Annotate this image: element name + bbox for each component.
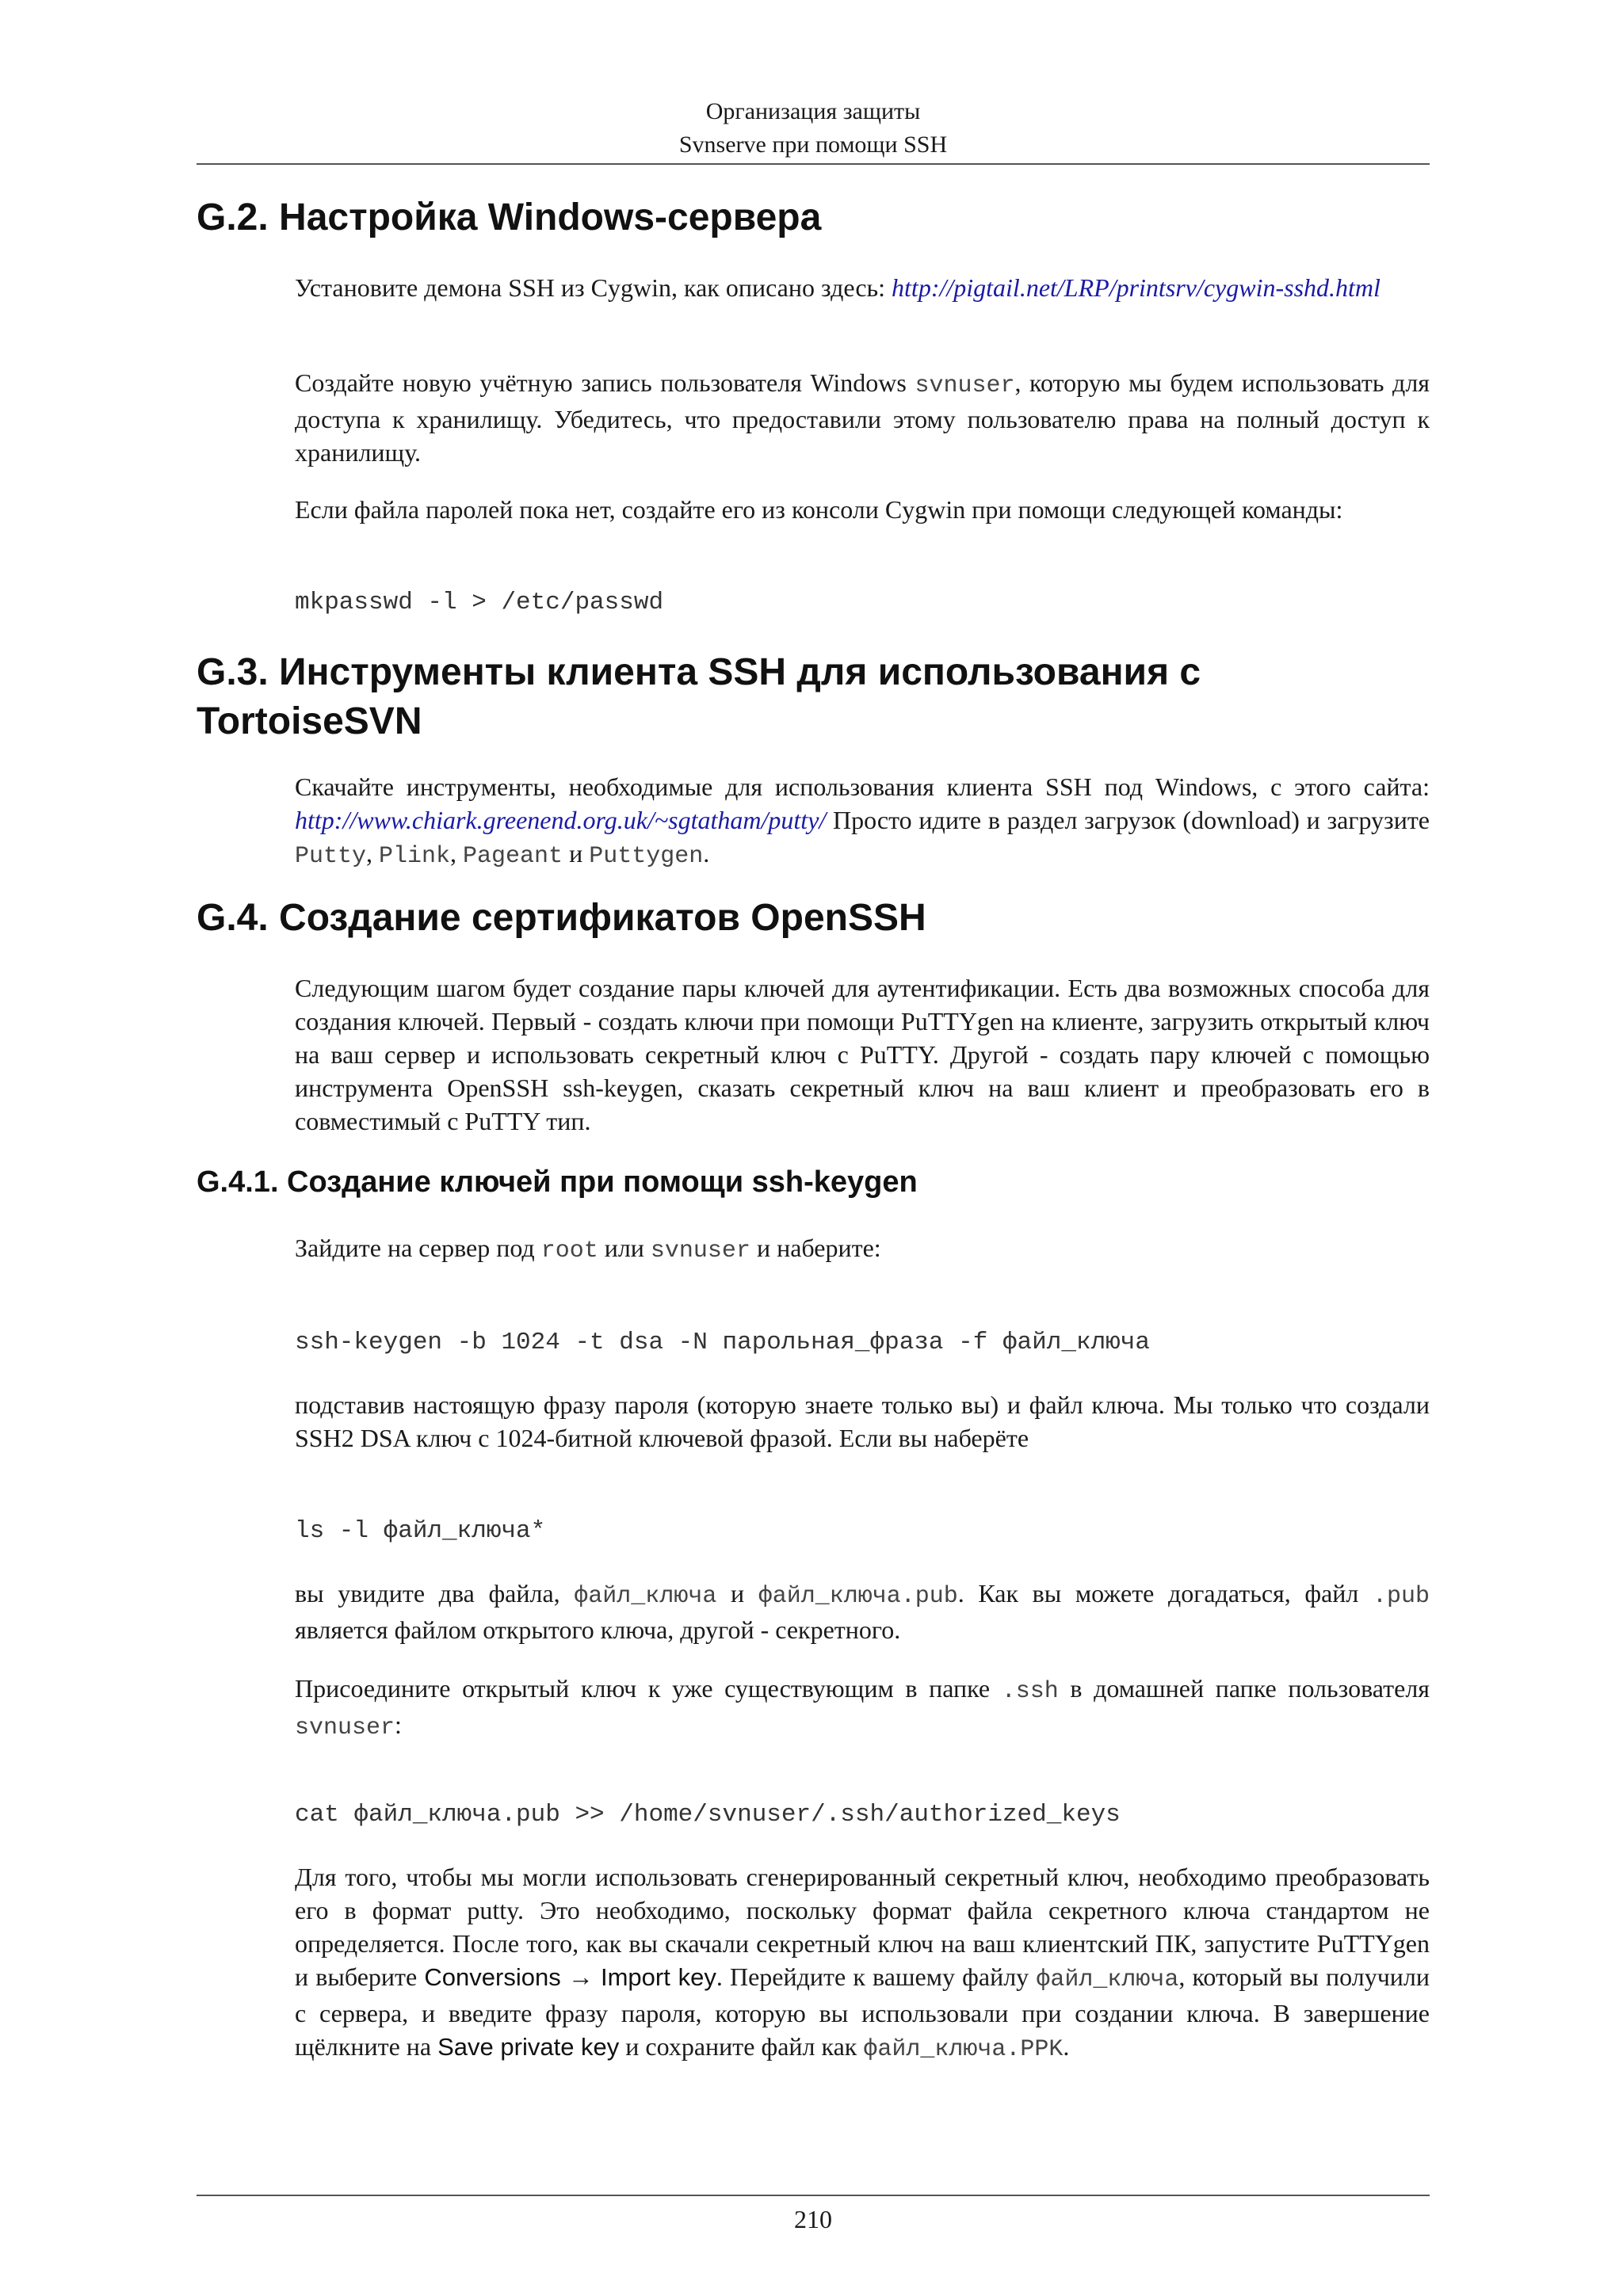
menu-import-key: Import key	[600, 1963, 716, 1991]
g41-append-b: в домашней папке пользователя	[1058, 1674, 1430, 1703]
button-save-private-key: Save private key	[437, 2033, 620, 2061]
g41-login-b: или	[598, 1234, 651, 1262]
g41-paragraph-files	[295, 1577, 1430, 1646]
g2-account-text-b: , которую мы будем использовать для доступа к хранилищу. Убедитесь, что предоставили этому пользователю права на полный доступ к хранилищу.	[295, 368, 1430, 467]
tool-plink: Plink	[379, 843, 451, 870]
code-ls: ls -l файл_ключа*	[295, 1517, 546, 1545]
g3-sep-1: ,	[366, 839, 380, 868]
g2-account-username: svnuser	[915, 372, 1015, 399]
dir-ssh: .ssh	[1001, 1678, 1059, 1705]
code-mkpasswd: mkpasswd -l > /etc/passwd	[295, 589, 664, 616]
g41-convert-b: . Перейдите к вашему файлу	[716, 1962, 1037, 1991]
footer-rule	[197, 2195, 1430, 2196]
file-key: файл_ключа	[574, 1583, 717, 1610]
heading-g3-line2: TortoiseSVN	[197, 700, 422, 742]
g3-text-b: Просто идите в раздел загрузок (download) и загрузите	[826, 806, 1430, 834]
g41-login-c: и наберите:	[750, 1234, 881, 1262]
g2-paragraph-install	[295, 271, 1430, 304]
heading-g3	[197, 648, 1430, 746]
g41-files-c: . Как вы можете догадаться, файл	[957, 1579, 1373, 1608]
g4-paragraph: Следующим шагом будет создание пары ключей для аутентификации. Есть два возможных способа для создания ключей. Первый - создать ключи при помощи PuTTYgen на клиенте, загрузить открытый ключ на ваш сервер и использовать секретный ключ с PuTTY. Другой - создать пару ключей с помощью инструмента OpenSSH ssh-keygen, сказать секретный ключ на ваш клиент и преобразовать его в совместимый с PuTTY тип.	[295, 974, 1430, 1135]
putty-download-link[interactable]: http://www.chiark.greenend.org.uk/~sgtatham/putty/	[295, 806, 827, 834]
g41-paragraph-append	[295, 1672, 1430, 1745]
file-key-pub: файл_ключа.pub	[758, 1583, 958, 1610]
code-cat: cat файл_ключа.pub >> /home/svnuser/.ssh/authorized_keys	[295, 1801, 1121, 1829]
file-key-2: файл_ключа	[1036, 1966, 1179, 1993]
g3-sep-3: и	[563, 839, 590, 868]
g41-convert-c: , который вы получили с сервера, и введите фразу пароля, которую вы использовали при создании ключа. В завершение щёлкните на	[295, 1962, 1430, 2061]
heading-g2: G.2. Настройка Windows-сервера	[197, 196, 822, 238]
g41-paragraph-login	[295, 1231, 1430, 1268]
ext-pub: .pub	[1373, 1583, 1430, 1610]
g41-paragraph-passphrase: подставив настоящую фразу пароля (которую знаете только вы) и файл ключа. Мы только что создали SSH2 DSA ключ с 1024-битной ключевой фразой. Если вы наберёте	[295, 1390, 1430, 1452]
cygwin-sshd-link[interactable]: http://pigtail.net/LRP/printsrv/cygwin-sshd.html	[892, 273, 1381, 302]
g2-paragraph-account	[295, 366, 1430, 469]
g3-paragraph	[295, 770, 1430, 873]
menu-conversions: Conversions	[424, 1963, 561, 1991]
g3-end: .	[703, 839, 710, 868]
heading-g4: G.4. Создание сертификатов OpenSSH	[197, 897, 926, 939]
g41-convert-a: Для того, чтобы мы могли использовать сгенерированный секретный ключ, необходимо преобразовать его в формат putty. Это необходимо, поскольку формат файла секретного ключа стандартом не определяется. После того, как вы скачали секретный ключ на ваш клиентский ПК, запустите PuTTYgen и выберите	[295, 1863, 1430, 1991]
g41-convert-e: .	[1063, 2032, 1070, 2061]
g41-paragraph-convert	[295, 1860, 1430, 2066]
menu-arrow: →	[560, 1962, 601, 1991]
heading-g3-line1: G.3. Инструменты клиента SSH для использования с	[197, 651, 1201, 693]
g41-convert-d: и сохраните файл как	[619, 2032, 864, 2061]
user-svnuser-2: svnuser	[295, 1714, 395, 1741]
file-key-ppk: файл_ключа.PPK	[863, 2036, 1064, 2063]
running-header	[197, 95, 1430, 162]
g41-append-a: Присоедините открытый ключ к уже существующим в папке	[295, 1674, 1002, 1703]
g41-files-b: и	[716, 1579, 758, 1608]
tool-putty: Putty	[295, 843, 367, 870]
header-section: Svnserve при помощи SSH	[678, 132, 948, 158]
user-svnuser: svnuser	[650, 1238, 750, 1264]
g3-sep-2: ,	[450, 839, 464, 868]
heading-g41: G.4.1. Создание ключей при помощи ssh-keygen	[197, 1165, 918, 1199]
code-ssh-keygen: ssh-keygen -b 1024 -t dsa -N парольная_фраза -f файл_ключа	[295, 1329, 1150, 1356]
g3-text-a: Скачайте инструменты, необходимые для использования клиента SSH под Windows, с этого сайта:	[295, 772, 1430, 801]
g2-account-text-a: Создайте новую учётную запись пользователя Windows	[295, 368, 915, 397]
tool-pageant: Pageant	[463, 843, 563, 870]
header-chapter: Организация защиты	[705, 98, 921, 124]
g2-install-text: Установите демона SSH из Cygwin, как описано здесь:	[295, 273, 892, 302]
header-rule	[197, 163, 1430, 165]
g41-append-c: :	[395, 1711, 402, 1739]
user-root: root	[540, 1238, 598, 1264]
g41-files-d: является файлом открытого ключа, другой - секретного.	[295, 1615, 901, 1644]
g41-files-a: вы увидите два файла,	[295, 1579, 575, 1608]
g2-paragraph-passwd: Если файла паролей пока нет, создайте его из консоли Cygwin при помощи следующей команды:	[295, 495, 1343, 524]
tool-puttygen: Puttygen	[589, 843, 704, 870]
page-number: 210	[794, 2205, 832, 2233]
g41-login-a: Зайдите на сервер под	[295, 1234, 541, 1262]
